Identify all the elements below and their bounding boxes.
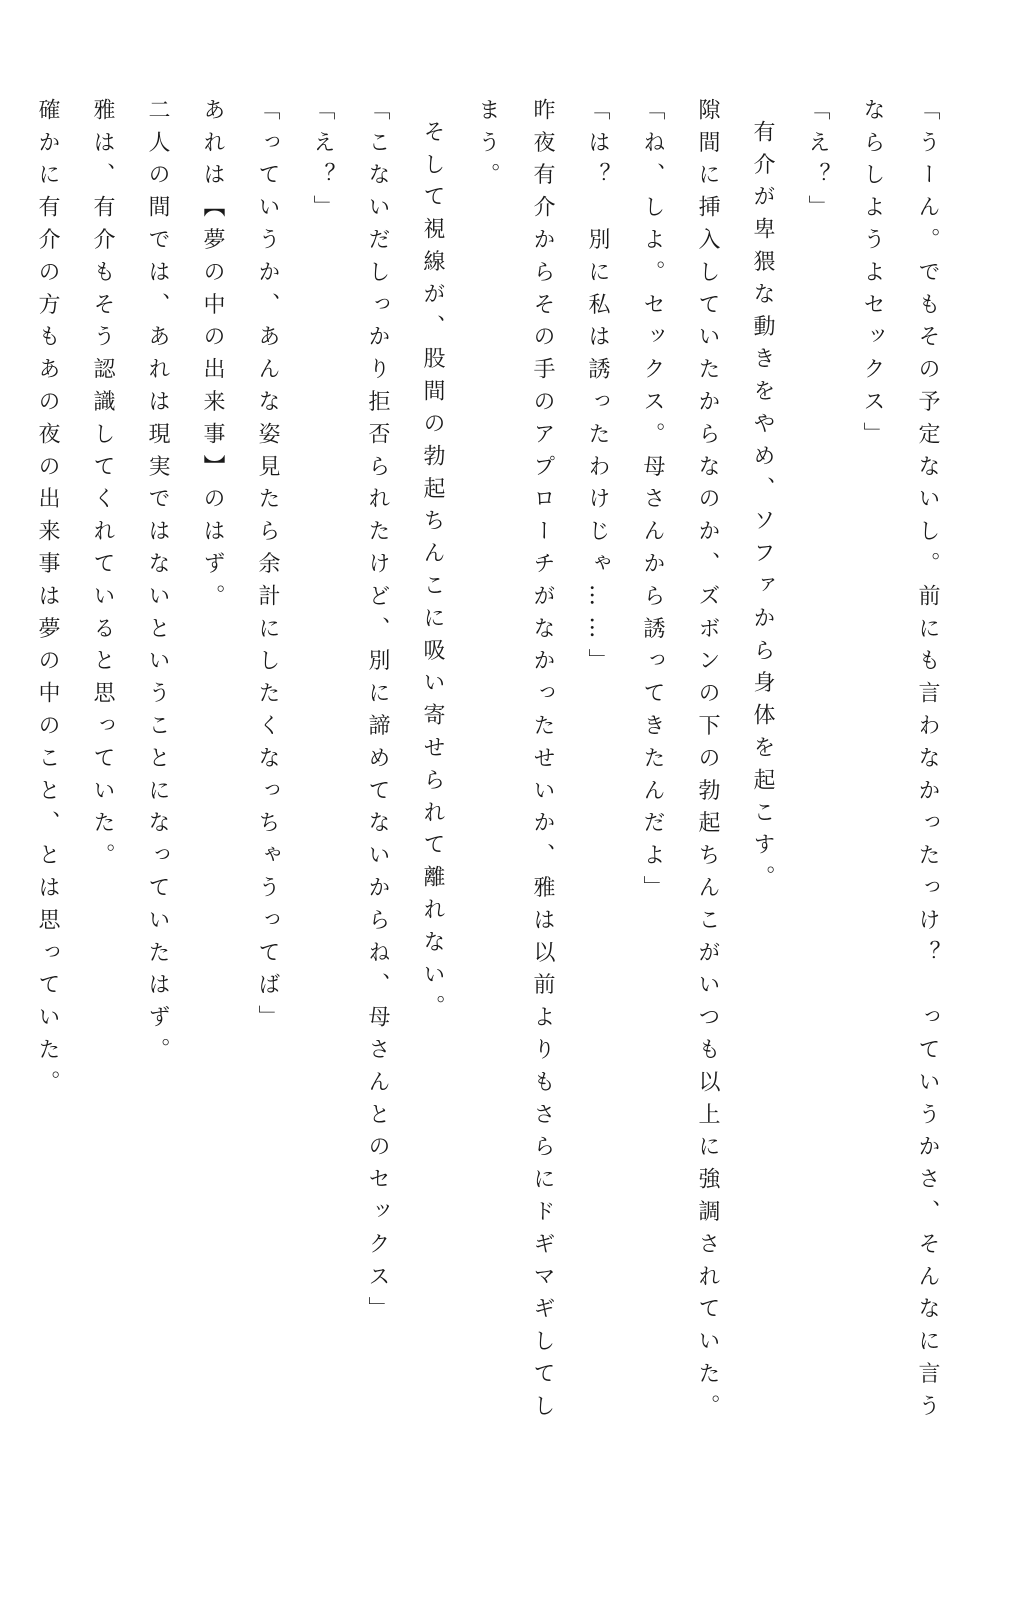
paragraph: 「え？」 xyxy=(805,98,830,228)
paragraph: 「ね、しよ。セックス。母さんから誘ってきたんだよ」 xyxy=(640,98,665,908)
paragraph: 雅は、有介もそう認識してくれていると思っていた。 xyxy=(90,98,115,876)
paragraph: 二人の間では、あれは現実ではないということになっていたはず。 xyxy=(145,98,170,1070)
paragraph: あれは【夢の中の出来事】のはず。 xyxy=(200,98,225,617)
vertical-text-body xyxy=(35,98,955,1438)
paragraph: 「え？」 xyxy=(310,98,335,228)
paragraph: 「こないだしっかり拒否られたけど、別に諦めてないからね、母さんとのセックス」 xyxy=(365,98,390,1330)
paragraph: 有介が卑猥な動きをやめ、ソファから身体を起こす。 xyxy=(750,120,775,898)
paragraph: 隙間に挿入していたからなのか、ズボンの下の勃起ちんこがいつも以上に強調されていた。 xyxy=(695,98,720,1427)
paragraph: 「は？ 別に私は誘ったわけじゃ……」 xyxy=(585,98,610,682)
paragraph: そして視線が、股間の勃起ちんこに吸い寄せられて離れない。 xyxy=(420,120,445,1028)
paragraph: 「うーん。でもその予定ないし。前にも言わなかったっけ？ っていうかさ、そんなに言うならしようよセックス」 xyxy=(860,98,940,1427)
paragraph: 確かに有介の方もあの夜の出来事は夢の中のこと、とは思っていた。 xyxy=(35,98,60,1103)
paragraph: 昨夜有介からその手のアプローチがなかったせいか、雅は以前よりもさらにドギマギしてしまう。 xyxy=(475,98,555,1427)
paragraph: 「っていうか、あんな姿見たら余計にしたくなっちゃうってば」 xyxy=(255,98,280,1038)
